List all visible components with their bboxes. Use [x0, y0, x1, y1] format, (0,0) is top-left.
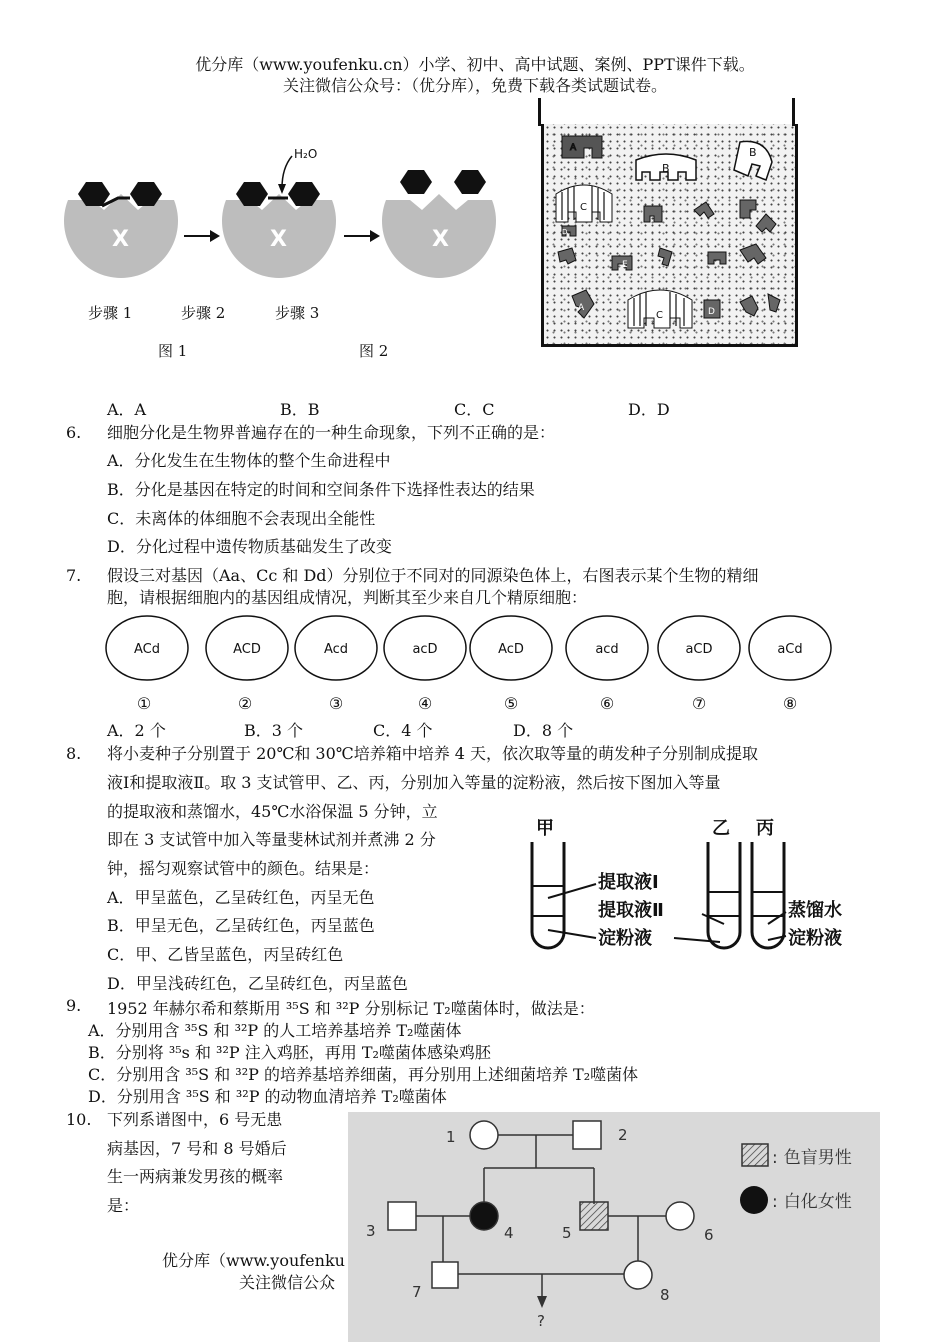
q6-option-d: D．分化过程中遗传物质基础发生了改变 [107, 537, 392, 556]
tube-jia-label: 甲 [536, 818, 554, 839]
person-4-albino-female [470, 1202, 498, 1230]
molecule-label-d: D [708, 307, 715, 317]
label-starch-1: 淀粉液 [598, 928, 652, 949]
q9-option-d: D．分别用含 ³⁵S 和 ³²P 的动物血清培养 T₂噬菌体 [88, 1087, 447, 1106]
q9-number: 9. [66, 996, 82, 1015]
q9-option-b: B．分别将 ³⁵s 和 ³²P 注入鸡胚，再用 T₂噬菌体感染鸡胚 [88, 1043, 491, 1062]
step-1-label: 步骤 1 [88, 304, 133, 322]
pedigree-num-3: 3 [366, 1222, 376, 1240]
q8-stem-line-4: 即在 3 支试管中加入等量斐林试剂并煮沸 2 分 [107, 830, 436, 849]
molecule-a-top [562, 136, 602, 158]
footer-line-1: 优分库（www.youfenku [162, 1251, 345, 1270]
q6-option-c: C．未离体的体细胞不会表现出全能性 [107, 509, 376, 528]
beaker-molecules [544, 124, 795, 344]
q5-option-b: B．B [280, 400, 320, 419]
step-2-label: 步骤 2 [181, 304, 226, 322]
cell-8-number: ⑧ [782, 694, 798, 713]
q8-option-b: B．甲呈无色，乙呈砖红色，丙呈蓝色 [107, 916, 375, 935]
molecule-label-e: E [622, 260, 628, 270]
q8-stem-line-2: 液Ⅰ和提取液Ⅱ。取 3 支试管甲、乙、丙，分别加入等量的淀粉液，然后按下图加入等量 [107, 773, 721, 792]
label-distilled-water: 蒸馏水 [788, 900, 842, 921]
molecule-label-a: A [570, 143, 577, 153]
cell-6-number: ⑥ [599, 694, 615, 713]
person-6-female [666, 1202, 694, 1230]
enzyme-label-b-2: B [749, 146, 757, 159]
enzyme-step-1 [64, 182, 178, 278]
figure-1-caption: 图 1 [158, 342, 188, 360]
q10-stem-line-4: 是： [107, 1196, 140, 1215]
pedigree-num-6: 6 [704, 1226, 714, 1244]
figure-2-beaker [541, 124, 798, 347]
q9-option-c: C．分别用含 ³⁵S 和 ³²P 的培养基培养细菌，再分别用上述细菌培养 T₂噬菌体 [88, 1065, 639, 1084]
q8-test-tubes-figure [522, 812, 882, 960]
pedigree-num-8: 8 [660, 1286, 670, 1304]
legend-albino-female-text: : 白化女性 [772, 1192, 852, 1212]
tube-bing-label: 丙 [756, 818, 774, 839]
person-7-male [432, 1262, 458, 1288]
label-extract-2: 提取液Ⅱ [598, 900, 664, 921]
enzyme-x-label-1: X [112, 227, 129, 252]
cell-1-genotype: ACd [134, 642, 160, 657]
molecule-label-d-2: D [562, 228, 568, 236]
enzyme-label-c: C [580, 202, 587, 213]
enzyme-step-2 [222, 147, 336, 278]
label-starch-2: 淀粉液 [788, 928, 842, 949]
legend-colorblind-male-icon [742, 1144, 768, 1166]
person-2-male [573, 1121, 601, 1149]
footer-line-2: 关注微信公众 [239, 1273, 336, 1292]
q8-option-a: A．甲呈蓝色，乙呈砖红色，丙呈无色 [107, 888, 375, 907]
cell-3-number: ③ [328, 694, 344, 713]
q8-number: 8. [66, 744, 82, 763]
q7-stem-line-1: 假设三对基因（Aa、Cc 和 Dd）分别位于不同对的同源染色体上，右图表示某个生物的精细 [107, 566, 759, 585]
cell-1-number: ① [136, 694, 152, 713]
beaker-rim-right [792, 98, 795, 126]
enzyme-step-3 [382, 170, 496, 278]
q7-stem-line-2: 胞，请根据细胞内的基因组成情况，判断其至少来自几个精原细胞： [107, 588, 588, 607]
q7-option-b: B．3 个 [244, 721, 304, 740]
q7-option-d: D．8 个 [513, 721, 574, 740]
legend-colorblind-male-text: : 色盲男性 [772, 1148, 852, 1168]
cell-3-genotype: Acd [323, 642, 349, 657]
q5-option-a: A．A [107, 400, 147, 419]
q9-option-a: A．分别用含 ³⁵S 和 ³²P 的人工培养基培养 T₂噬菌体 [88, 1021, 462, 1040]
pedigree-unknown-child: ? [537, 1312, 545, 1330]
cell-7-genotype: aCD [685, 642, 713, 657]
arrow-2 [344, 230, 380, 242]
q7-option-c: C．4 个 [373, 721, 433, 740]
cell-7-number: ⑦ [691, 694, 707, 713]
pedigree-num-7: 7 [412, 1283, 422, 1301]
q5-option-c: C．C [454, 400, 495, 419]
tube-yi-label: 乙 [712, 818, 730, 839]
enzyme-label-c-2: C [656, 310, 663, 321]
pedigree-num-2: 2 [618, 1126, 628, 1144]
person-1-female [470, 1121, 498, 1149]
cell-2-genotype: ACD [233, 642, 261, 657]
cell-5-number: ⑤ [503, 694, 519, 713]
enzyme-c-bottom [628, 290, 692, 328]
beaker-rim-left [538, 98, 541, 126]
q7-option-a: A．2 个 [107, 721, 166, 740]
legend-albino-female-icon [740, 1186, 768, 1214]
pedigree-num-5: 5 [562, 1224, 572, 1242]
person-3-male [388, 1202, 416, 1230]
pedigree-num-4: 4 [504, 1224, 514, 1242]
q9-stem: 1952 年赫尔希和蔡斯用 ³⁵S 和 ³²P 分别标记 T₂噬菌体时，做法是： [107, 999, 595, 1018]
cell-2-number: ② [237, 694, 253, 713]
tube-bing [752, 842, 784, 948]
q8-stem-line-3: 的提取液和蒸馏水，45℃水浴保温 5 分钟，立 [107, 802, 438, 821]
person-8-female [624, 1261, 652, 1289]
tube-yi [708, 842, 740, 948]
q10-stem-line-2: 病基因，7 号和 8 号婚后 [107, 1139, 287, 1158]
q8-stem-line-1: 将小麦种子分别置于 20℃和 30℃培养箱中培养 4 天，依次取等量的萌发种子分别制成提取 [107, 744, 759, 763]
pedigree-num-1: 1 [446, 1128, 456, 1146]
figure-1-enzyme-diagram [60, 138, 520, 318]
molecule-label-a-2: A [578, 303, 585, 313]
cell-5-genotype: AcD [498, 642, 524, 657]
cell-6-genotype: acd [595, 642, 619, 657]
q7-number: 7. [66, 566, 82, 585]
q6-option-a: A．分化发生在生物体的整个生命进程中 [107, 451, 391, 470]
cell-8-genotype: aCd [777, 642, 803, 657]
label-extract-1: 提取液Ⅰ [598, 872, 659, 893]
q6-number: 6. [66, 423, 82, 442]
arrow-1 [184, 230, 220, 242]
cell-4-genotype: acD [412, 642, 438, 657]
enzyme-x-label-2: X [270, 227, 287, 252]
q6-option-b: B．分化是基因在特定的时间和空间条件下选择性表达的结果 [107, 480, 535, 499]
q7-sperm-cells [100, 612, 840, 716]
person-5-colorblind-male [580, 1202, 608, 1230]
enzyme-label-b: B [662, 162, 670, 175]
q10-stem-line-3: 生一两病兼发男孩的概率 [107, 1167, 284, 1186]
figure-2-caption: 图 2 [359, 342, 389, 360]
enzyme-x-label-3: X [432, 227, 449, 252]
q10-stem-line-1: 下列系谱图中，6 号无患 [107, 1110, 283, 1129]
header-line-1: 优分库（www.youfenku.cn）小学、初中、高中试题、案例、PPT课件下载。 [195, 55, 755, 74]
q10-pedigree-chart [348, 1112, 880, 1342]
q8-option-c: C．甲、乙皆呈蓝色，丙呈砖红色 [107, 945, 344, 964]
cell-4-number: ④ [417, 694, 433, 713]
q8-option-d: D．甲呈浅砖红色，乙呈砖红色，丙呈蓝色 [107, 974, 408, 993]
q10-number: 10. [66, 1110, 92, 1129]
h2o-label: H₂O [294, 147, 318, 161]
q8-stem-line-5: 钟，摇匀观察试管中的颜色。结果是： [107, 859, 380, 878]
q5-option-d: D．D [628, 400, 670, 419]
header-line-2: 关注微信公众号：（优分库），免费下载各类试题试卷。 [282, 76, 667, 95]
q6-stem: 细胞分化是生物界普遍存在的一种生命现象，下列不正确的是： [107, 423, 556, 442]
step-3-label: 步骤 3 [275, 304, 320, 322]
